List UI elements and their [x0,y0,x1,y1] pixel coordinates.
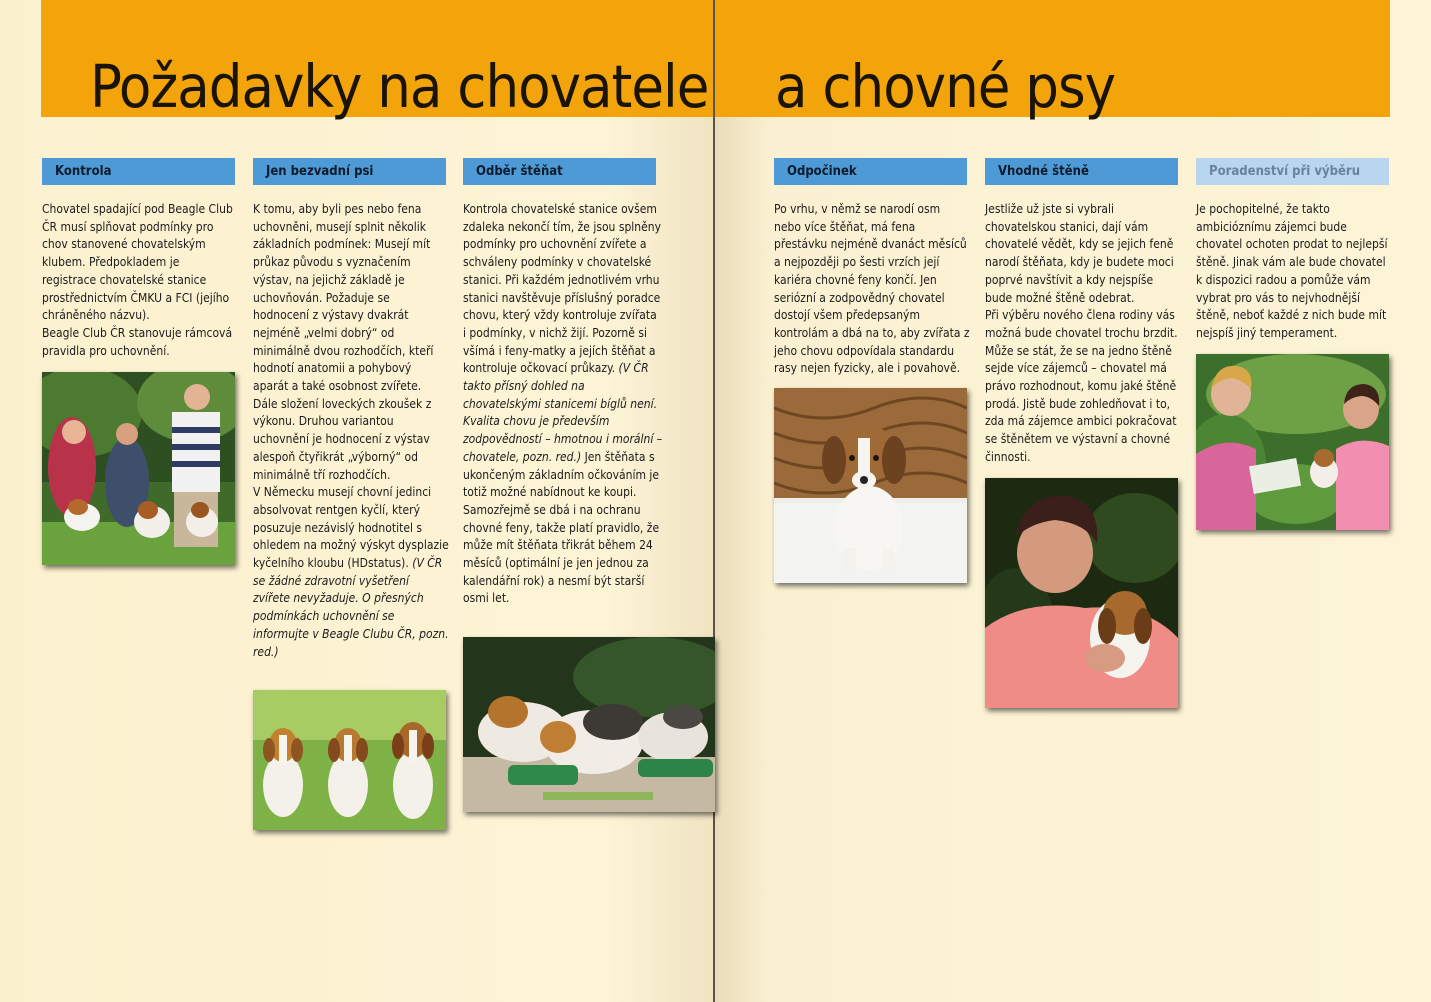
heading-odber-stenat: Odběr štěňat [463,158,656,185]
heading-poradenstvi: Poradenství při výběru [1196,158,1389,185]
paragraph: V Německu musejí chovní jedinci absolvovat rentgen kyčlí, který posuzuje nezávislý hodnotitel s ohledem na možný výskyt dysplazie kyčelního kloubu (HDstatus). [253,485,449,571]
page-title-left: Požadavky na chovatele [90,52,709,121]
photo-breeders-with-beagles [42,372,235,565]
heading-jen-bezvadni-psi: Jen bezvadní psi [253,158,446,185]
photo-women-choosing-puppy [1196,354,1389,530]
editor-note: (V ČR takto přísný dohled na chovatelskými stanicemi bíglů není. Kvalita chovu je především zodpovědností – hmotnou i morální – chovatele, pozn. red.) [463,361,663,464]
paragraph: Jestliže už jste si vybrali chovatelskou stanici, dají vám chovatelé vědět, kdy se jejich feně narodí štěňata, kdy je budete moci poprvé navštívit a kdy nejspíše bude možné štěně odebrat. [985,202,1174,305]
editor-note: (V ČR se žádné zdravotní vyšetření zvířete nevyžaduje. O přesných podmínkách uchovnění se informujte v Beagle Clubu ČR, pozn. red.) [253,556,449,659]
paragraph: Po vrhu, v němž se narodí osm nebo více štěňat, má fena přestávku nejméně dvanáct měsíců a nejpozději po šesti vrzích její kariéra chovné feny končí. Jen seriózní a zodpovědný chovatel dostojí všem předepsaným kontrolám a dbá na to, aby zvířata z jeho chovu odpovídala standardu rasy nejen fyzicky, ale i povahově. [774,202,970,376]
column-kontrola [42,201,236,360]
paragraph: Je pochopitelné, že takto ambicióznímu zájemci bude chovatel ochoten prodat to nejlepší štěně. Jinak vám ale bude chovatel k dispozici radou a pomůže vám vybrat pro vás to nejvhodnější štěně, neboť každé z nich bude mít nejspíš jiný temperament. [1196,202,1388,340]
heading-odpocinek: Odpočinek [774,158,967,185]
photo-woman-holding-puppy [985,478,1178,708]
heading-kontrola: Kontrola [42,158,235,185]
column-vhodne-stene [985,201,1181,467]
paragraph: Při výběru nového člena rodiny vás možná bude chovatel trochu brzdit. Může se stát, že se na jedno štěně sejde více zájemců – chovatel má právo rozhodnout, komu jaké štěně prodá. Jistě bude zohledňovat i to, zda má zájemce ambici pokračovat se štěnětem ve výstavní a chovné činnosti. [985,308,1178,464]
paragraph: Jen štěňata s ukončeným základním očkováním je totiž možné nabídnout ke koupi. Samozřejmě se dbá i na ochranu chovné feny, takže platí pravidlo, že může mít štěňata třikrát během 24 měsíců (optimální je jen jednou za kalendářní rok) a nesmí být starší osmi let. [463,449,660,606]
heading-vhodne-stene: Vhodné štěně [985,158,1178,185]
photo-puppy-walking [774,388,967,583]
column-poradenstvi [1196,201,1392,343]
paragraph: K tomu, aby byli pes nebo fena uchovněni, musejí splnit několik základních podmínek: Musejí mít průkaz původu s vyznačením výstav, na jejichž základě je uchovňován. Požaduje se hodnocení z výstavy dvakrát nejméně „velmi dobrý“ od minimálně dvou rozhodčích, kteří hodnotí anatomii a pohybový aparát a také osobnost zvířete. Dále složení loveckých zkoušek z výkonu. Druhou variantou uchovnění je hodnocení z výstav alespoň čtyřikrát „výborný“ od minimálně tří rozhodčích. [253,202,434,482]
column-odpocinek [774,201,970,378]
page-title-right: a chovné psy [775,52,1116,121]
paragraph: Beagle Club ČR stanovuje rámcová pravidla pro uchovnění. [42,325,233,358]
paragraph: Chovatel spadající pod Beagle Club ČR musí splňovat podmínky pro chov stanovené chovatelským klubem. Předpokladem je registrace chovatelské stanice prostřednictvím ČMKU a FCI (jejího chráněného názvu). [42,202,233,323]
paragraph: Kontrola chovatelské stanice ovšem zdaleka nekončí tím, že jsou splněny podmínky pro uchovnění zvířete a schváleny podmínky v chovatelské stanici. Při každém jednotlivém vrhu stanici navštěvuje příslušný poradce chovu, který vždy kontroluje zvířata i podmínky, v nichž žijí. Pozorně si všímá i feny-matky a jejích štěňat a kontroluje očkovací průkazy. [463,202,662,376]
column-odber-stenat [463,201,663,608]
photo-three-beagles [253,690,446,830]
photo-puppies-eating [463,637,715,812]
column-jen-bezvadni-psi [253,201,449,661]
book-spine [713,0,715,1002]
